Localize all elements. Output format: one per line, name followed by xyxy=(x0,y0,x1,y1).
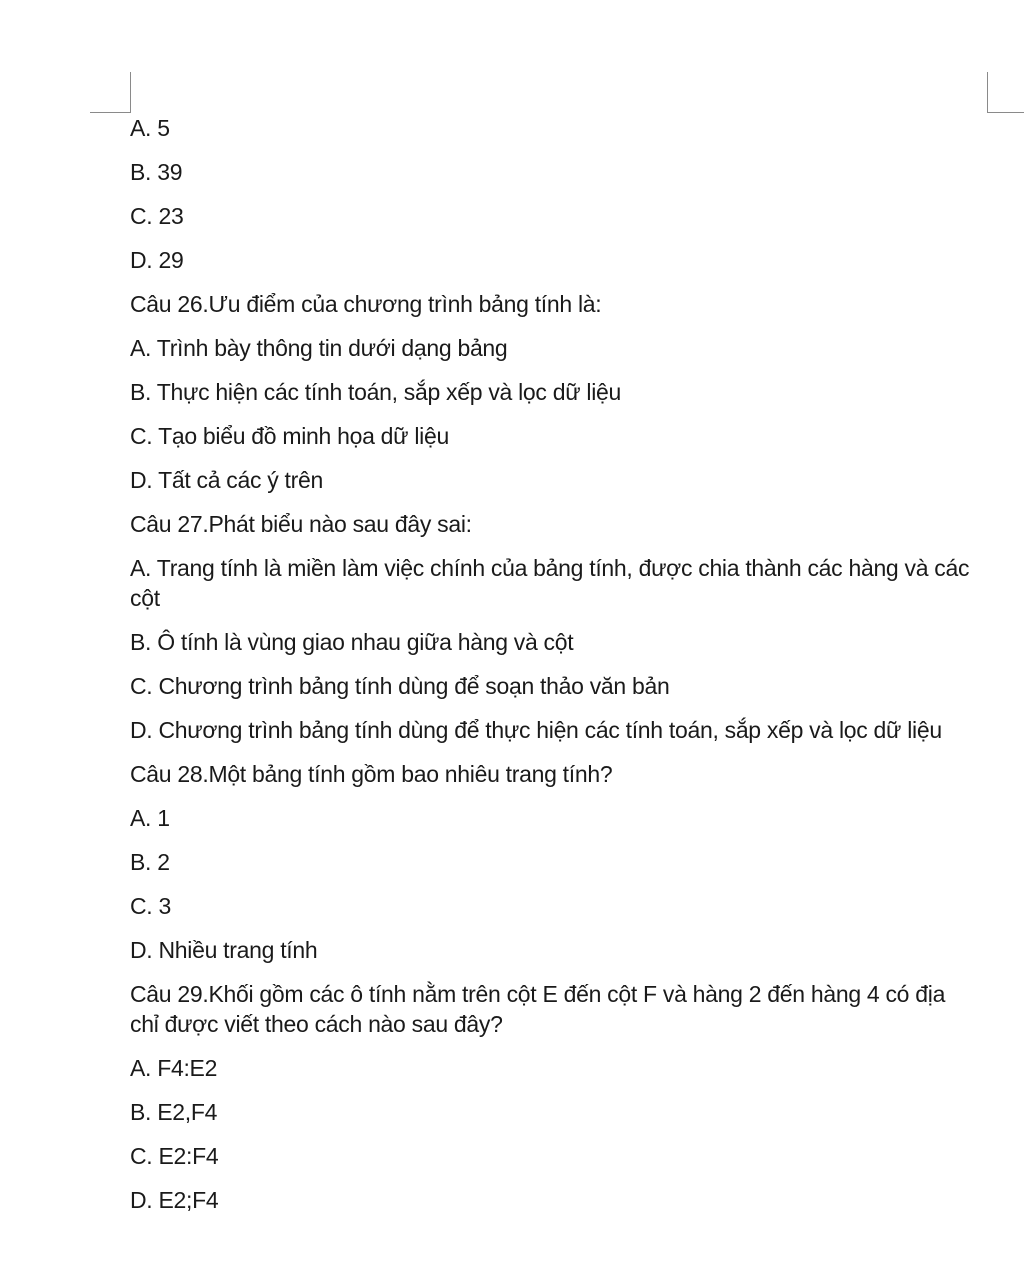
question-26: Câu 26.Ưu điểm của chương trình bảng tính là: xyxy=(130,291,602,317)
q27-option-c: C. Chương trình bảng tính dùng để soạn thảo văn bản xyxy=(130,673,670,699)
question-29: Câu 29.Khối gồm các ô tính nằm trên cột E đến cột F và hàng 2 đến hàng 4 có địa chỉ được viết theo cách nào sau đây? xyxy=(130,981,946,1037)
q26-option-a: A. Trình bày thông tin dưới dạng bảng xyxy=(130,335,508,361)
crop-mark-top-left xyxy=(90,72,131,113)
q29-option-c: C. E2:F4 xyxy=(130,1143,219,1169)
q27-option-a: A. Trang tính là miền làm việc chính của bảng tính, được chia thành các hàng và các cột xyxy=(130,555,970,611)
q28-option-a: A. 1 xyxy=(130,805,170,831)
question-28: Câu 28.Một bảng tính gồm bao nhiêu trang tính? xyxy=(130,761,613,787)
question-27: Câu 27.Phát biểu nào sau đây sai: xyxy=(130,511,472,537)
q29-option-b: B. E2,F4 xyxy=(130,1099,218,1125)
q28-option-d: D. Nhiều trang tính xyxy=(130,937,318,963)
q25-option-a: A. 5 xyxy=(130,115,170,141)
q25-option-c: C. 23 xyxy=(130,203,184,229)
q26-option-b: B. Thực hiện các tính toán, sắp xếp và lọc dữ liệu xyxy=(130,379,621,405)
q26-option-d: D. Tất cả các ý trên xyxy=(130,467,323,493)
crop-mark-top-right xyxy=(987,72,1024,113)
q25-option-b: B. 39 xyxy=(130,159,183,185)
q26-option-c: C. Tạo biểu đồ minh họa dữ liệu xyxy=(130,423,449,449)
q25-option-d: D. 29 xyxy=(130,247,184,273)
q27-option-d: D. Chương trình bảng tính dùng để thực hiện các tính toán, sắp xếp và lọc dữ liệu xyxy=(130,717,942,743)
q29-option-a: A. F4:E2 xyxy=(130,1055,218,1081)
document-body xyxy=(130,113,975,1229)
q27-option-b: B. Ô tính là vùng giao nhau giữa hàng và cột xyxy=(130,629,574,655)
q29-option-d: D. E2;F4 xyxy=(130,1187,219,1213)
q28-option-c: C. 3 xyxy=(130,893,171,919)
q28-option-b: B. 2 xyxy=(130,849,170,875)
